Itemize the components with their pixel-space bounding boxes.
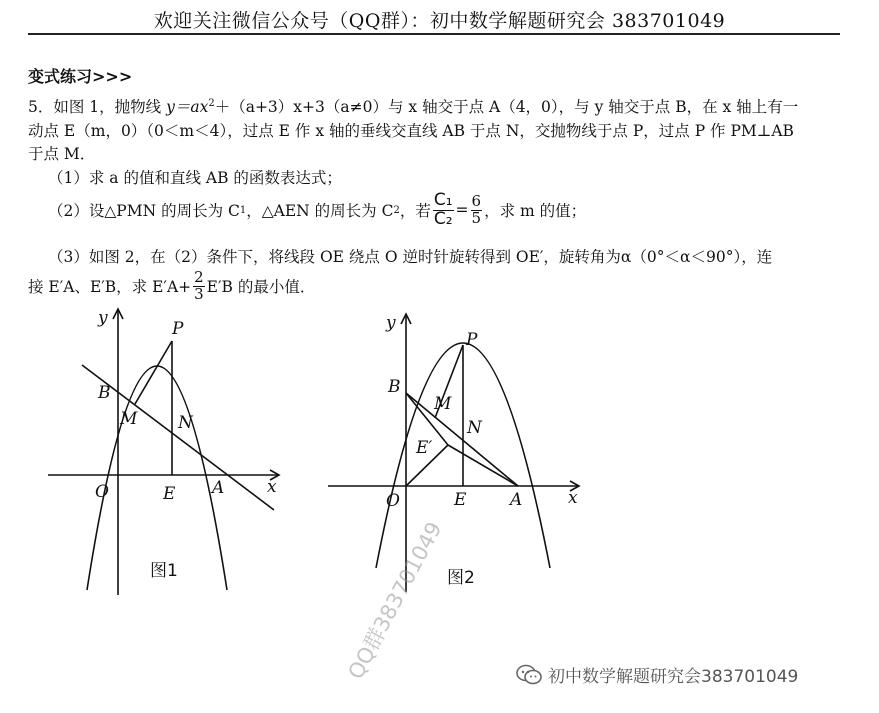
fig2-label-e-prime: E′: [416, 438, 433, 458]
fig1-label-y: y: [98, 308, 108, 328]
fig2-label-n: N: [467, 418, 482, 438]
fig2-label-x: x: [568, 488, 578, 508]
fig2-caption: 图2: [447, 568, 475, 588]
footer: [516, 662, 798, 687]
problem-line-2: 动点 E（m，0）（0＜m＜4），过点 E 作 x 轴的垂线交直线 AB 于点 N，交抛物线于点 P，过点 P 作 PM⊥AB: [28, 122, 794, 140]
q3-text-c: E′B 的最小值．: [206, 278, 316, 296]
fig1-label-e: E: [163, 484, 176, 504]
question-1: （1）求 a 的值和直线 AB 的函数表达式；: [48, 169, 342, 187]
footer-text: 初中数学解题研究会383701049: [548, 667, 799, 687]
fraction-2: 2: [194, 268, 204, 286]
problem-intro-rest: ＋（a+3）x+3（a≠0）与 x 轴交于点 A（4，0），与 y 轴交于点 B，在 x 轴上有一: [214, 98, 799, 116]
fig1-label-p: P: [172, 319, 184, 339]
fraction-5: 5: [471, 209, 482, 227]
wechat-icon: [516, 664, 542, 686]
q2-text-a: （2）设△PMN 的周长为 C: [48, 202, 240, 220]
section-title: 变式练习>>>: [28, 67, 133, 86]
fig2-label-o: O: [386, 491, 400, 511]
fig1-label-x: x: [267, 477, 277, 497]
q2-sub-1: 1: [239, 204, 247, 216]
fig1-label-o: O: [95, 482, 109, 502]
q2-equals: =: [455, 201, 469, 219]
fig2-label-a: A: [510, 490, 523, 510]
watermark: QQ群383701049: [343, 517, 447, 684]
fig2-label-p: P: [466, 330, 478, 350]
q2-text-b: ，△AEN 的周长为 C: [246, 202, 394, 220]
fig1-label-b: B: [98, 383, 111, 403]
fig2-label-m: M: [434, 394, 452, 414]
fig1-label-a: A: [212, 478, 225, 498]
fig1-label-m: M: [120, 409, 138, 429]
fraction-c1: C₁: [433, 190, 453, 210]
page-header: 欢迎关注微信公众号（QQ群）：初中数学解题研究会 383701049: [153, 10, 726, 32]
fig2-segment-e-prime-a: [448, 445, 518, 486]
fig2-label-y: y: [386, 313, 396, 333]
fraction-3: 3: [194, 285, 204, 303]
q2-text-d: ，求 m 的值；: [484, 202, 587, 220]
parabola-expr: y＝ax: [166, 98, 209, 116]
fraction-c2: C₂: [433, 209, 453, 229]
q2-sub-2: 2: [393, 204, 400, 216]
fraction-6: 6: [471, 192, 482, 210]
q2-text-c: ，若: [399, 202, 431, 220]
q3-text-b: 接 E′A、E′B，求 E′A+: [28, 278, 192, 296]
fig1-label-n: N: [178, 413, 193, 433]
problem-intro: 5．如图 1，抛物线: [28, 98, 167, 116]
question-3-line-1: （3）如图 2，在（2）条件下，将线段 OE 绕点 O 逆时针旋转得到 OE′，旋转角为α（0°＜α＜90°），连: [48, 248, 773, 266]
fig2-label-e: E: [454, 490, 467, 510]
problem-line-3: 于点 M．: [28, 145, 96, 163]
fig2-label-b: B: [388, 377, 401, 397]
fig1-caption: 图1: [150, 561, 178, 581]
exponent: 2: [208, 97, 215, 109]
